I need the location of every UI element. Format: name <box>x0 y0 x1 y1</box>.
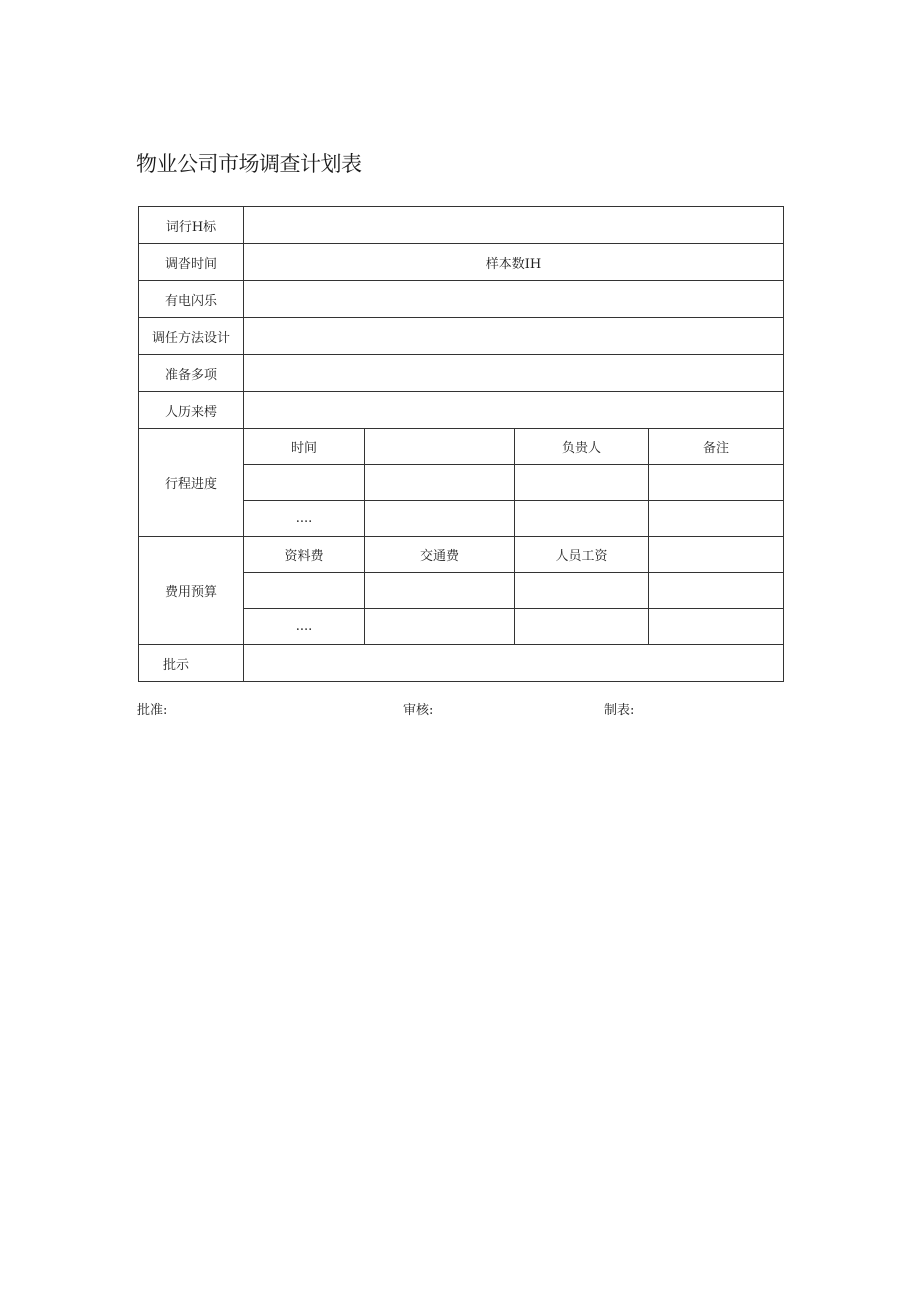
prep-field[interactable] <box>244 355 784 392</box>
staff-label: 人历来樗 <box>139 392 244 429</box>
schedule-cell[interactable] <box>515 465 649 501</box>
schedule-label: 行程进度 <box>139 429 244 537</box>
approve-label: 批准: <box>137 703 168 718</box>
sample-size-label: 样本数IH <box>485 256 542 272</box>
page-title: 物业公司市场调查计划表 <box>136 152 362 176</box>
budget-header-blank <box>649 537 784 573</box>
goal-label: 词行H标 <box>139 207 244 244</box>
survey-plan-table <box>138 206 784 682</box>
budget-label: 费用预算 <box>139 537 244 645</box>
staff-field[interactable] <box>244 392 784 429</box>
schedule-cell[interactable] <box>365 465 515 501</box>
approval-field[interactable] <box>244 645 784 682</box>
budget-header-wages: 人员工资 <box>515 537 649 573</box>
survey-time-field[interactable] <box>244 244 784 281</box>
budget-cell[interactable] <box>244 573 365 609</box>
row-method <box>139 318 784 355</box>
row-goal <box>139 207 784 244</box>
schedule-header-notes: 备注 <box>649 429 784 465</box>
row-prep <box>139 355 784 392</box>
schedule-cell[interactable] <box>649 501 784 537</box>
approval-label: 批示 <box>139 645 244 682</box>
row-staff <box>139 392 784 429</box>
schedule-cell[interactable] <box>515 501 649 537</box>
goal-field[interactable] <box>244 207 784 244</box>
schedule-cell[interactable] <box>365 501 515 537</box>
row-content <box>139 281 784 318</box>
schedule-cell[interactable] <box>649 465 784 501</box>
schedule-header-row <box>139 429 784 465</box>
budget-header-materials: 资料费 <box>244 537 365 573</box>
review-label: 审核: <box>403 703 434 718</box>
budget-header-transport: 交通费 <box>365 537 515 573</box>
budget-ellipsis: .... <box>244 609 365 645</box>
budget-cell[interactable] <box>649 573 784 609</box>
content-field[interactable] <box>244 281 784 318</box>
schedule-ellipsis: .... <box>244 501 365 537</box>
schedule-header-time: 时间 <box>244 429 365 465</box>
content-label: 有电闪乐 <box>139 281 244 318</box>
method-label: 调任方法设计 <box>139 318 244 355</box>
budget-cell[interactable] <box>515 573 649 609</box>
schedule-header-owner: 负贵人 <box>515 429 649 465</box>
budget-header-row <box>139 537 784 573</box>
schedule-header-blank <box>365 429 515 465</box>
row-approval <box>139 645 784 682</box>
prep-label: 准备多项 <box>139 355 244 392</box>
row-time <box>139 244 784 281</box>
method-field[interactable] <box>244 318 784 355</box>
prepared-by-label: 制表: <box>604 703 635 718</box>
budget-cell[interactable] <box>365 609 515 645</box>
budget-cell[interactable] <box>365 573 515 609</box>
budget-cell[interactable] <box>649 609 784 645</box>
schedule-cell[interactable] <box>244 465 365 501</box>
survey-time-label: 调沓时间 <box>139 244 244 281</box>
budget-cell[interactable] <box>515 609 649 645</box>
